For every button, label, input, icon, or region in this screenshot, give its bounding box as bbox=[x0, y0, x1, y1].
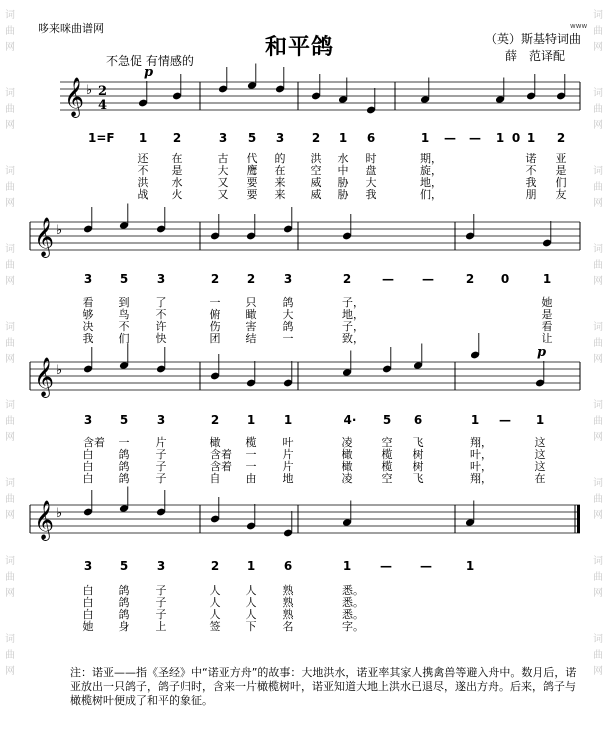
lyric-syllable: 鸽 bbox=[118, 448, 130, 461]
time-sig-top: 2 bbox=[98, 84, 108, 99]
lyric-syllable: 悉。 bbox=[342, 584, 364, 597]
jianpu-number: 5 bbox=[382, 413, 392, 427]
lyric-syllable: 人 bbox=[209, 584, 221, 597]
lyric-syllable: 空 bbox=[310, 164, 322, 177]
lyric-syllable: 身 bbox=[118, 620, 130, 633]
translator-credit: 薛 范译配 bbox=[505, 49, 566, 63]
lyric-syllable: 子 bbox=[155, 584, 167, 597]
lyric-syllable: 洪 bbox=[137, 176, 149, 189]
jianpu-number: 5 bbox=[119, 413, 129, 427]
lyric-syllable: 白 bbox=[82, 584, 94, 597]
lyric-syllable: 白 bbox=[82, 596, 94, 609]
lyric-syllable: 地 bbox=[282, 472, 294, 485]
lyric-syllable: 橄 bbox=[341, 460, 353, 473]
lyric-syllable: 片 bbox=[282, 460, 294, 473]
jianpu-number: 0 bbox=[500, 272, 510, 286]
watermark-char: 词 bbox=[5, 634, 15, 645]
lyric-syllable: 一 bbox=[209, 296, 221, 309]
watermark-char: 词 bbox=[5, 88, 15, 99]
lyric-syllable: 含着 bbox=[83, 436, 105, 449]
watermark-char: 网 bbox=[5, 354, 15, 365]
lyric-syllable: 人 bbox=[209, 596, 221, 609]
lyric-syllable: 飞 bbox=[412, 472, 424, 485]
lyric-syllable: 白 bbox=[82, 472, 94, 485]
lyric-syllable: 我 bbox=[365, 188, 377, 201]
lyric-syllable: 这 bbox=[534, 448, 546, 461]
lyric-syllable: 古 bbox=[217, 152, 229, 165]
lyric-syllable: 叶 bbox=[282, 436, 294, 449]
lyric-syllable: 让 bbox=[541, 332, 553, 345]
lyric-syllable: 鸽 bbox=[118, 608, 130, 621]
lyric-syllable: 致， bbox=[342, 332, 364, 345]
watermark-char: 网 bbox=[5, 666, 15, 677]
lyric-syllable: 们 bbox=[555, 176, 567, 189]
lyric-syllable: 地， bbox=[420, 176, 442, 189]
lyric-syllable: 在 bbox=[171, 152, 183, 165]
jianpu-number: 2 bbox=[210, 272, 220, 286]
watermark-char: 曲 bbox=[593, 260, 603, 271]
lyric-syllable: 鸽 bbox=[118, 460, 130, 473]
lyric-syllable: 一 bbox=[118, 436, 130, 449]
lyric-syllable: 快 bbox=[155, 332, 167, 345]
jianpu-number: 3 bbox=[156, 272, 166, 286]
lyric-syllable: 榄 bbox=[381, 460, 393, 473]
lyric-syllable: 看 bbox=[82, 296, 94, 309]
lyric-syllable: 大 bbox=[217, 164, 229, 177]
lyric-syllable: 不 bbox=[137, 164, 149, 177]
lyric-syllable: 凌 bbox=[341, 472, 353, 485]
lyric-syllable: 水 bbox=[171, 176, 183, 189]
lyric-syllable: 地， bbox=[342, 308, 364, 321]
jianpu-number: 2 bbox=[311, 131, 321, 145]
jianpu-number: 2 bbox=[342, 272, 352, 286]
lyric-syllable: 我 bbox=[82, 332, 94, 345]
lyric-syllable: 还 bbox=[137, 152, 149, 165]
lyric-syllable: 空 bbox=[381, 436, 393, 449]
flat-sign: ♭ bbox=[56, 223, 63, 238]
lyric-syllable: 一 bbox=[245, 460, 257, 473]
watermark-char: 词 bbox=[5, 244, 15, 255]
lyric-syllable: 是 bbox=[541, 308, 553, 321]
jianpu-number: 1 bbox=[283, 413, 293, 427]
lyric-syllable: 在 bbox=[274, 164, 286, 177]
jianpu-number: 5 bbox=[119, 272, 129, 286]
watermark-char: 网 bbox=[593, 432, 603, 443]
watermark-char: 网 bbox=[593, 666, 603, 677]
lyric-syllable: 翔， bbox=[470, 472, 492, 485]
treble-clef: 𝄞 bbox=[34, 357, 55, 397]
lyric-syllable: 来 bbox=[274, 188, 286, 201]
lyric-syllable: 害 bbox=[245, 320, 257, 333]
song-title: 和平鸽 bbox=[265, 35, 335, 60]
watermark-char: 曲 bbox=[593, 338, 603, 349]
lyric-syllable: 鹰 bbox=[246, 164, 258, 177]
lyric-syllable: 胁 bbox=[337, 176, 349, 189]
jianpu-number: 2 bbox=[210, 559, 220, 573]
jianpu-number: 2 bbox=[172, 131, 182, 145]
lyric-syllable: 子， bbox=[342, 320, 364, 333]
jianpu-number: 1 bbox=[495, 131, 505, 145]
jianpu-number: — bbox=[422, 272, 434, 286]
jianpu-number: — bbox=[469, 131, 481, 145]
lyric-syllable: 时 bbox=[365, 152, 377, 165]
lyric-syllable: 白 bbox=[82, 460, 94, 473]
lyric-syllable: 人 bbox=[245, 608, 257, 621]
watermark-char: 曲 bbox=[5, 338, 15, 349]
lyric-syllable: 字。 bbox=[342, 620, 364, 633]
lyric-syllable: 是 bbox=[555, 164, 567, 177]
watermark-char: 网 bbox=[593, 354, 603, 365]
lyric-syllable: 子 bbox=[155, 608, 167, 621]
watermark-char: 词 bbox=[593, 244, 603, 255]
lyric-syllable: 看 bbox=[541, 320, 553, 333]
lyric-syllable: 战 bbox=[137, 188, 149, 201]
lyric-syllable: 瞰 bbox=[245, 308, 257, 321]
flat-sign: ♭ bbox=[56, 363, 63, 378]
lyric-syllable: 决 bbox=[82, 320, 94, 333]
footnote: 注：诺亚——指《圣经》中“诺亚方舟”的故事：大地洪水，诺亚率其家人携禽兽等避入舟中。数月后，诺亚放出一只鸽子，鸽子归时，含来一片橄榄树叶，诺亚知道大地上洪水已退尽，遂出方舟。后来，鸽子与橄榄树叶便成了和平的象征。 bbox=[70, 666, 577, 707]
watermark-char: 网 bbox=[593, 588, 603, 599]
lyric-syllable: 旋， bbox=[420, 164, 442, 177]
lyric-syllable: 叶， bbox=[470, 460, 492, 473]
lyric-syllable: 鸽 bbox=[118, 472, 130, 485]
lyric-syllable: 树 bbox=[412, 460, 424, 473]
lyric-syllable: 悉。 bbox=[342, 608, 364, 621]
jianpu-number: 1 bbox=[338, 131, 348, 145]
lyric-syllable: 大 bbox=[365, 176, 377, 189]
jianpu-number: 3 bbox=[156, 559, 166, 573]
lyric-syllable: 团 bbox=[209, 332, 221, 345]
lyric-syllable: 友 bbox=[555, 188, 567, 201]
watermark-char: 网 bbox=[5, 276, 15, 287]
lyric-syllable: 胁 bbox=[337, 188, 349, 201]
watermark-char: 曲 bbox=[593, 572, 603, 583]
jianpu-number: 1 bbox=[246, 413, 256, 427]
watermark-char: 词 bbox=[593, 322, 603, 333]
lyric-syllable: 白 bbox=[82, 608, 94, 621]
final-bar bbox=[577, 505, 580, 533]
lyric-syllable: 够 bbox=[82, 308, 94, 321]
jianpu-number: 6 bbox=[366, 131, 376, 145]
lyric-syllable: 水 bbox=[337, 152, 349, 165]
lyric-syllable: 期， bbox=[420, 152, 442, 165]
lyric-syllable: 子 bbox=[155, 460, 167, 473]
lyric-syllable: 不 bbox=[118, 320, 130, 333]
lyric-syllable: 一 bbox=[245, 448, 257, 461]
watermark-char: 网 bbox=[5, 42, 15, 53]
jianpu-number: 3 bbox=[283, 272, 293, 286]
lyric-syllable: 榄 bbox=[381, 448, 393, 461]
lyric-syllable: 诺 bbox=[525, 152, 537, 165]
lyric-syllable: 人 bbox=[209, 608, 221, 621]
watermark-char: 网 bbox=[593, 120, 603, 131]
watermark-char: 网 bbox=[593, 42, 603, 53]
watermark-char: 词 bbox=[5, 10, 15, 21]
lyric-syllable: 飞 bbox=[412, 436, 424, 449]
jianpu-number: — bbox=[499, 413, 511, 427]
lyric-syllable: 一 bbox=[282, 332, 294, 345]
lyric-syllable: 上 bbox=[155, 620, 167, 633]
watermark-char: 网 bbox=[593, 276, 603, 287]
lyric-syllable: 是 bbox=[171, 164, 183, 177]
lyric-syllable: 的 bbox=[274, 152, 286, 165]
jianpu-number: — bbox=[420, 559, 432, 573]
lyric-syllable: 盘 bbox=[365, 164, 377, 177]
lyric-syllable: 要 bbox=[246, 176, 258, 189]
lyric-syllable: 不 bbox=[155, 308, 167, 321]
lyric-syllable: 白 bbox=[82, 448, 94, 461]
jianpu-number: 3 bbox=[156, 413, 166, 427]
jianpu-number: 1 bbox=[526, 131, 536, 145]
lyric-syllable: 结 bbox=[245, 332, 257, 345]
watermark-char: 网 bbox=[5, 120, 15, 131]
watermark-char: 词 bbox=[593, 166, 603, 177]
flat-sign: ♭ bbox=[56, 506, 63, 521]
jianpu-number: 1 bbox=[535, 413, 545, 427]
watermark-char: 曲 bbox=[593, 494, 603, 505]
lyric-syllable: 下 bbox=[245, 620, 257, 633]
lyric-syllable: 们 bbox=[118, 332, 130, 345]
www-mark: www bbox=[570, 22, 588, 30]
jianpu-number: 0 bbox=[511, 131, 521, 145]
lyric-syllable: 中 bbox=[337, 164, 349, 177]
watermark-char: 曲 bbox=[593, 182, 603, 193]
lyric-syllable: 鸽 bbox=[118, 596, 130, 609]
jianpu-number: 1 bbox=[470, 413, 480, 427]
key-signature-label: 1=F bbox=[88, 131, 115, 145]
lyric-syllable: 鸟 bbox=[118, 308, 130, 321]
lyric-syllable: 鸽 bbox=[282, 296, 294, 309]
treble-clef: 𝄞 bbox=[34, 217, 55, 257]
dynamic-mark: p bbox=[144, 65, 154, 80]
lyric-syllable: 大 bbox=[282, 308, 294, 321]
watermark-char: 词 bbox=[593, 88, 603, 99]
lyric-syllable: 凌 bbox=[341, 436, 353, 449]
watermark-char: 网 bbox=[5, 432, 15, 443]
lyric-syllable: 含着 bbox=[210, 448, 232, 461]
jianpu-number: 1 bbox=[342, 559, 352, 573]
watermark-char: 词 bbox=[593, 634, 603, 645]
lyric-syllable: 朋 bbox=[525, 188, 537, 201]
tempo-marking: 不急促 有情感的 bbox=[106, 54, 194, 68]
watermark-char: 曲 bbox=[593, 26, 603, 37]
watermark-char: 网 bbox=[5, 588, 15, 599]
lyric-syllable: 她 bbox=[541, 296, 553, 309]
watermark-char: 曲 bbox=[5, 182, 15, 193]
watermark-char: 网 bbox=[5, 198, 15, 209]
jianpu-number: 5 bbox=[119, 559, 129, 573]
jianpu-number: 2 bbox=[210, 413, 220, 427]
lyric-syllable: 了 bbox=[155, 296, 167, 309]
watermark-char: 曲 bbox=[5, 416, 15, 427]
watermark-char: 曲 bbox=[5, 650, 15, 661]
lyric-syllable: 又 bbox=[217, 176, 229, 189]
jianpu-number: 2 bbox=[246, 272, 256, 286]
site-name: 哆来咪曲谱网 bbox=[38, 22, 104, 35]
lyric-syllable: 橄 bbox=[341, 448, 353, 461]
lyric-syllable: 代 bbox=[246, 152, 258, 165]
lyric-syllable: 不 bbox=[525, 164, 537, 177]
watermark-char: 网 bbox=[593, 510, 603, 521]
watermark-char: 曲 bbox=[593, 650, 603, 661]
watermark-char: 曲 bbox=[5, 572, 15, 583]
lyric-syllable: 熟 bbox=[282, 584, 294, 597]
dynamic-mark: p bbox=[537, 345, 547, 360]
watermark-char: 网 bbox=[5, 510, 15, 521]
watermark-char: 词 bbox=[5, 556, 15, 567]
lyric-syllable: 子 bbox=[155, 472, 167, 485]
jianpu-number: 5 bbox=[247, 131, 257, 145]
lyric-syllable: 子， bbox=[342, 296, 364, 309]
lyric-syllable: 火 bbox=[171, 188, 183, 201]
watermark-char: 词 bbox=[593, 400, 603, 411]
lyric-syllable: 树 bbox=[412, 448, 424, 461]
watermark-char: 词 bbox=[593, 10, 603, 21]
watermark-char: 词 bbox=[5, 478, 15, 489]
jianpu-number: — bbox=[380, 559, 392, 573]
lyric-syllable: 榄 bbox=[245, 436, 257, 449]
lyric-syllable: 来 bbox=[274, 176, 286, 189]
lyric-syllable: 她 bbox=[82, 620, 94, 633]
lyric-syllable: 亚 bbox=[555, 152, 567, 165]
lyric-syllable: 鸽 bbox=[282, 320, 294, 333]
jianpu-number: 3 bbox=[83, 559, 93, 573]
lyric-syllable: 这 bbox=[534, 436, 546, 449]
lyric-syllable: 空 bbox=[381, 472, 393, 485]
lyric-syllable: 片 bbox=[282, 448, 294, 461]
watermark-char: 曲 bbox=[5, 494, 15, 505]
jianpu-number: 1 bbox=[420, 131, 430, 145]
lyric-syllable: 威 bbox=[310, 176, 322, 189]
lyric-syllable: 橄 bbox=[209, 436, 221, 449]
lyric-syllable: 又 bbox=[217, 188, 229, 201]
lyric-syllable: 伤 bbox=[209, 320, 221, 333]
lyric-syllable: 由 bbox=[245, 472, 257, 485]
lyric-syllable: 洪 bbox=[310, 152, 322, 165]
flat-sign: ♭ bbox=[86, 83, 93, 98]
watermark-char: 网 bbox=[593, 198, 603, 209]
lyric-syllable: 叶， bbox=[470, 448, 492, 461]
watermark-char: 曲 bbox=[5, 260, 15, 271]
watermark-char: 曲 bbox=[593, 104, 603, 115]
watermark-char: 曲 bbox=[5, 26, 15, 37]
jianpu-number: 2 bbox=[465, 272, 475, 286]
watermark-char: 曲 bbox=[593, 416, 603, 427]
lyric-syllable: 我 bbox=[525, 176, 537, 189]
jianpu-number: 2 bbox=[556, 131, 566, 145]
watermark-char: 词 bbox=[593, 478, 603, 489]
lyric-syllable: 子 bbox=[155, 448, 167, 461]
lyric-syllable: 人 bbox=[245, 584, 257, 597]
lyric-syllable: 悉。 bbox=[342, 596, 364, 609]
lyric-syllable: 含着 bbox=[210, 460, 232, 473]
lyric-syllable: 们， bbox=[420, 188, 442, 201]
jianpu-number: 1 bbox=[542, 272, 552, 286]
lyric-syllable: 只 bbox=[245, 296, 257, 309]
lyric-syllable: 签 bbox=[209, 620, 221, 633]
jianpu-number: — bbox=[382, 272, 394, 286]
jianpu-number: 3 bbox=[83, 272, 93, 286]
jianpu-number: — bbox=[444, 131, 456, 145]
lyric-syllable: 在 bbox=[534, 472, 546, 485]
jianpu-number: 3 bbox=[275, 131, 285, 145]
watermark-char: 词 bbox=[593, 556, 603, 567]
jianpu-number: 3 bbox=[83, 413, 93, 427]
jianpu-number: 1 bbox=[138, 131, 148, 145]
jianpu-number: 1 bbox=[465, 559, 475, 573]
treble-clef: 𝄞 bbox=[34, 500, 55, 540]
lyric-syllable: 这 bbox=[534, 460, 546, 473]
lyric-syllable: 熟 bbox=[282, 596, 294, 609]
lyric-syllable: 名 bbox=[282, 620, 294, 633]
lyric-syllable: 人 bbox=[245, 596, 257, 609]
lyric-syllable: 俯 bbox=[209, 308, 221, 321]
lyric-syllable: 威 bbox=[310, 188, 322, 201]
lyric-syllable: 翔， bbox=[470, 436, 492, 449]
jianpu-number: 3 bbox=[218, 131, 228, 145]
watermark-char: 词 bbox=[5, 166, 15, 177]
lyric-syllable: 自 bbox=[209, 472, 221, 485]
treble-clef: 𝄞 bbox=[64, 77, 85, 117]
jianpu-number: 6 bbox=[413, 413, 423, 427]
lyric-syllable: 许 bbox=[155, 320, 167, 333]
jianpu-number: 4· bbox=[343, 413, 357, 427]
watermark-char: 词 bbox=[5, 322, 15, 333]
watermark-char: 词 bbox=[5, 400, 15, 411]
jianpu-number: 1 bbox=[246, 559, 256, 573]
lyric-syllable: 片 bbox=[155, 436, 167, 449]
lyric-syllable: 子 bbox=[155, 596, 167, 609]
lyric-syllable: 要 bbox=[246, 188, 258, 201]
time-sig-bottom: 4 bbox=[98, 98, 108, 113]
lyric-syllable: 到 bbox=[118, 296, 130, 309]
lyric-syllable: 鸽 bbox=[118, 584, 130, 597]
watermark-char: 曲 bbox=[5, 104, 15, 115]
jianpu-number: 6 bbox=[283, 559, 293, 573]
lyric-syllable: 熟 bbox=[282, 608, 294, 621]
composer-credit: （英）斯基特词曲 bbox=[485, 32, 582, 46]
